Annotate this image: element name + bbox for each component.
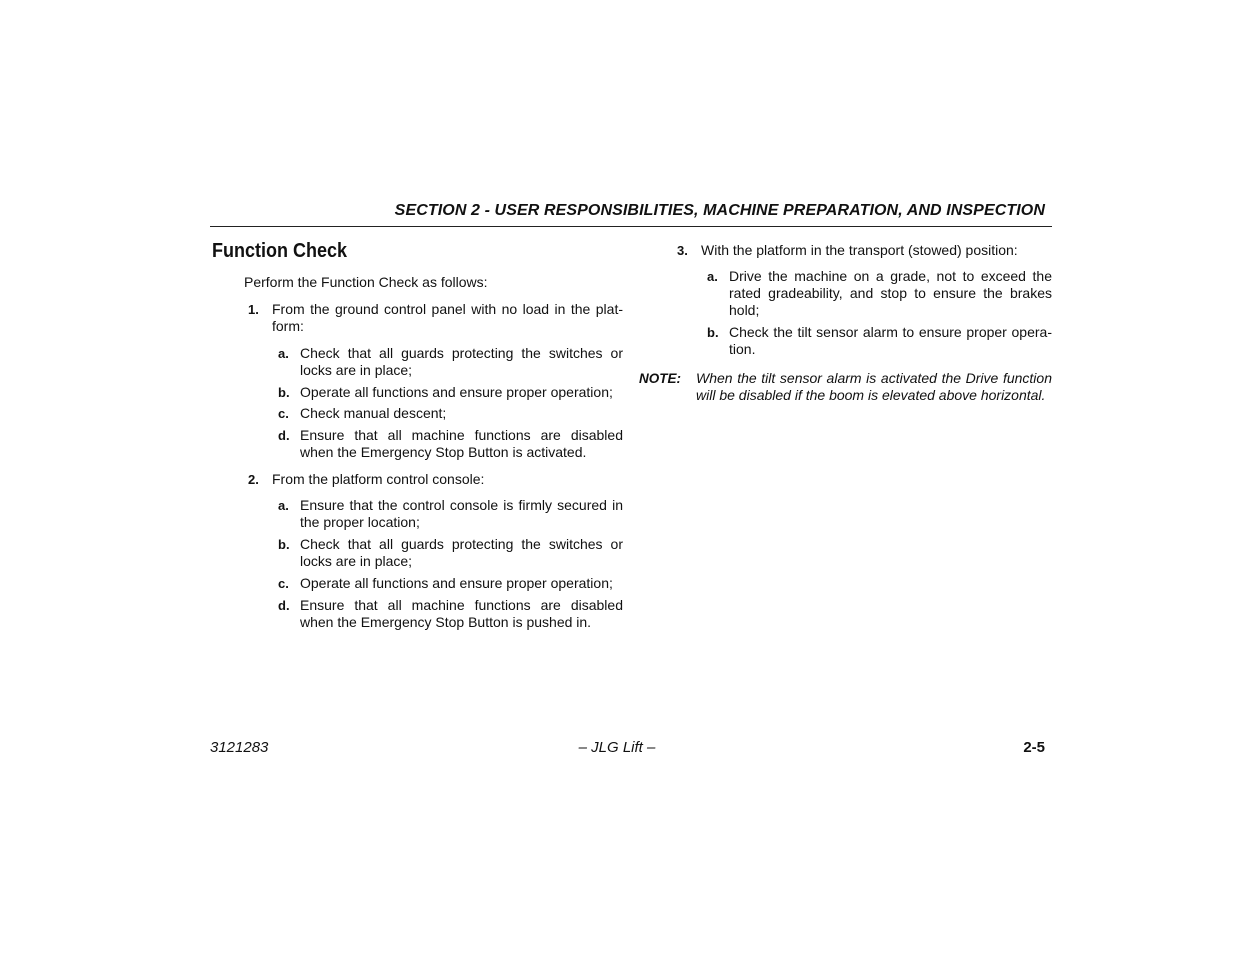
step-text: From the platform control console: xyxy=(272,471,485,487)
substep-text: Check the tilt sensor alarm to ensure proper opera-tion. xyxy=(729,324,1052,357)
note-label: NOTE: xyxy=(639,371,681,386)
substep-letter: b. xyxy=(278,537,290,552)
section-header-title: SECTION 2 - USER RESPONSIBILITIES, MACHINE PREPARATION, AND INSPECTION xyxy=(394,202,1045,219)
substep-letter: d. xyxy=(278,428,290,443)
page-number: 2-5 xyxy=(1023,739,1045,756)
substep-letter: a. xyxy=(278,498,289,513)
substep-letter: a. xyxy=(278,346,289,361)
substep-text: Ensure that all machine functions are disabled when the Emergency Stop Button is activated. xyxy=(300,427,623,460)
substep-text: Check manual descent; xyxy=(300,405,447,421)
document-number: 3121283 xyxy=(210,739,269,756)
substep-letter: c. xyxy=(278,406,289,421)
note-text: When the tilt sensor alarm is activated the Drive function will be disabled if the boom is elevated above horizontal. xyxy=(696,370,1052,403)
substep-text: Ensure that the control console is firmly secured in the proper location; xyxy=(300,497,623,530)
substep-letter: b. xyxy=(278,385,290,400)
step-text: With the platform in the transport (stowed) position: xyxy=(701,242,1018,258)
substep-letter: a. xyxy=(707,269,718,284)
step-text: From the ground control panel with no load in the plat-form: xyxy=(272,301,623,334)
step-number: 1. xyxy=(248,302,259,317)
substep-letter: d. xyxy=(278,598,290,613)
step-number: 2. xyxy=(248,472,259,487)
substep-text: Check that all guards protecting the switches or locks are in place; xyxy=(300,536,623,569)
substep-letter: c. xyxy=(278,576,289,591)
step-number: 3. xyxy=(677,243,688,258)
substep-text: Operate all functions and ensure proper operation; xyxy=(300,384,613,400)
intro-text: Perform the Function Check as follows: xyxy=(244,274,488,290)
footer-publisher: – JLG Lift – xyxy=(578,739,656,756)
header-divider xyxy=(210,226,1052,227)
substep-text: Ensure that all machine functions are disabled when the Emergency Stop Button is pushed in. xyxy=(300,597,623,630)
substep-text: Operate all functions and ensure proper operation; xyxy=(300,575,613,591)
substep-text: Drive the machine on a grade, not to exceed the rated gradeability, and stop to ensure the brakes hold; xyxy=(729,268,1052,318)
substep-text: Check that all guards protecting the switches or locks are in place; xyxy=(300,345,623,378)
section-heading: Function Check xyxy=(212,240,348,262)
substep-letter: b. xyxy=(707,325,719,340)
